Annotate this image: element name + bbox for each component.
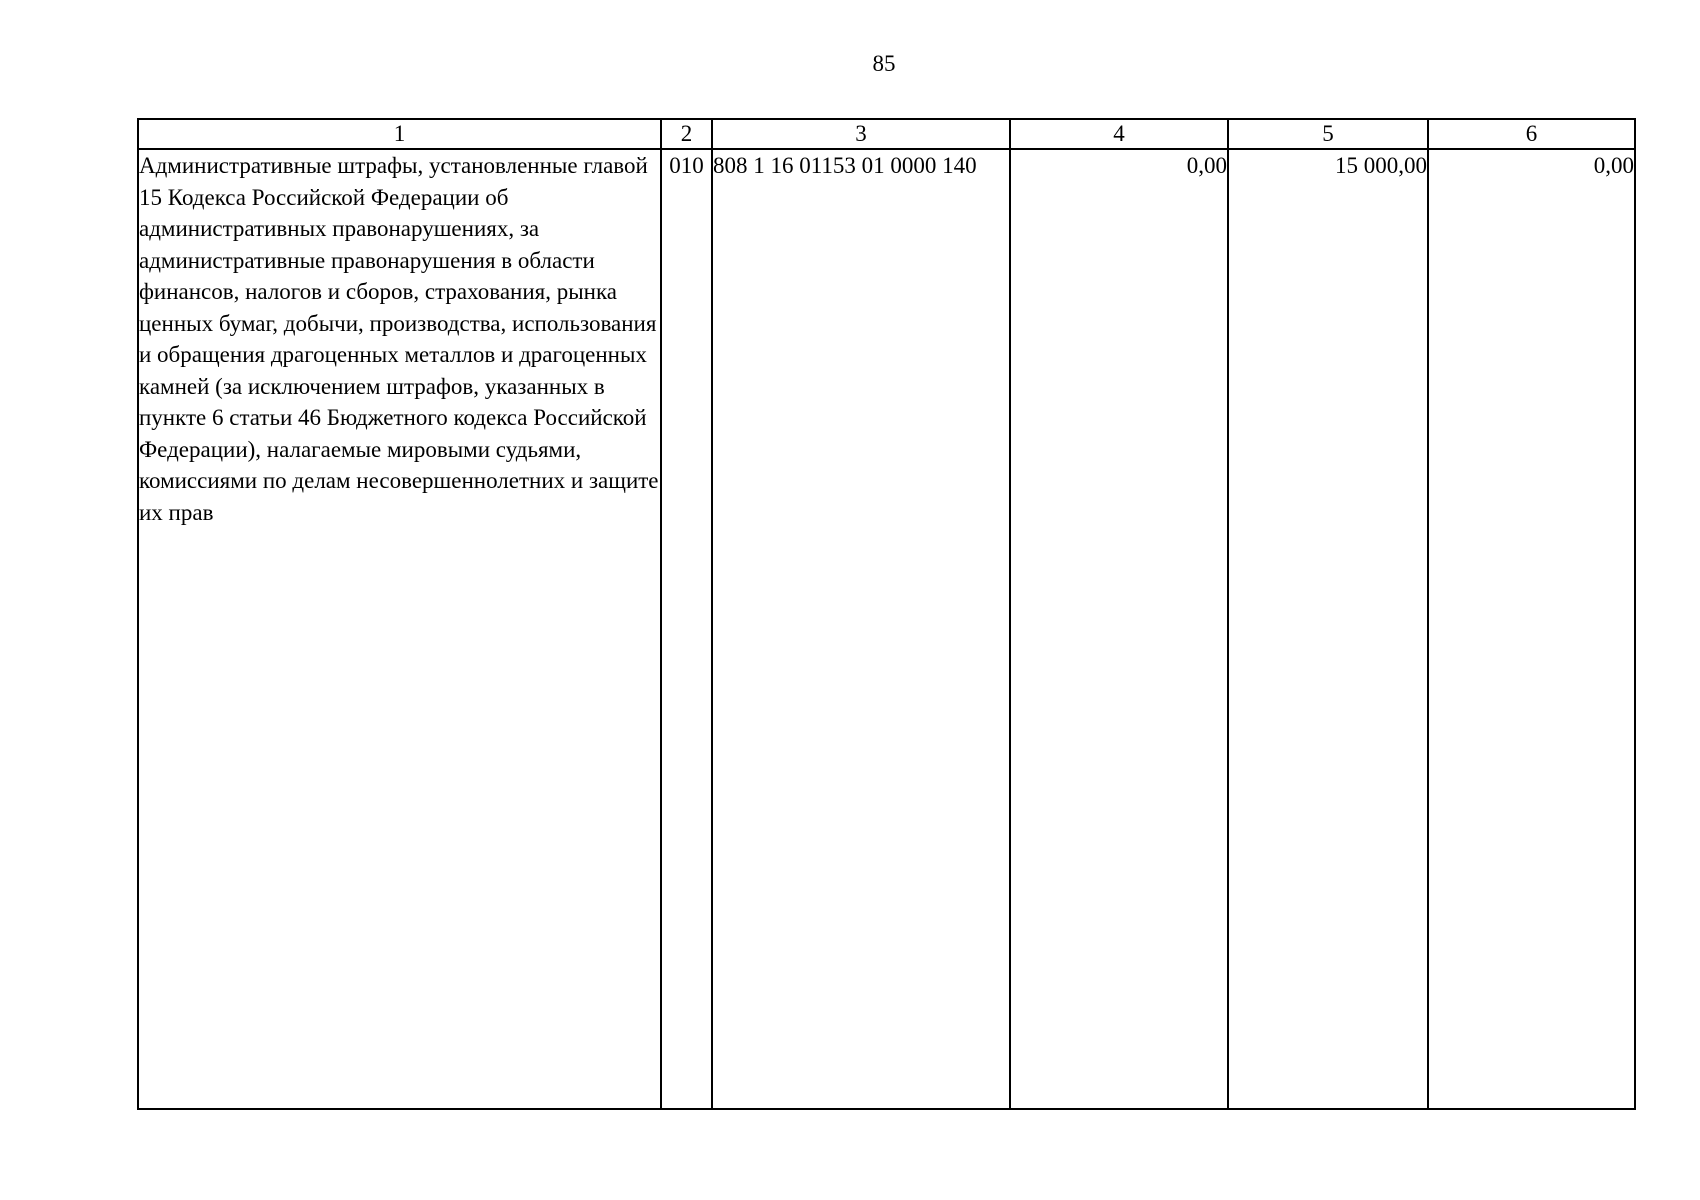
row-line-code: 010 (661, 149, 712, 1109)
column-header-6: 6 (1428, 119, 1635, 149)
column-header-5: 5 (1228, 119, 1428, 149)
row-description: Административные штрафы, установленные главой 15 Кодекса Российской Федерации об административных правонарушениях, за административные правонарушения в области финансов, налогов и сборов, страхования, рынка ценных бумаг, добычи, производства, использования и обращения драгоценных металлов и драгоценных камней (за исключением штрафов, указанных в пункте 6 статьи 46 Бюджетного кодекса Российской Федерации), налагаемые мировыми судьями, комиссиями по делам несовершеннолетних и защите их прав (138, 149, 661, 1109)
column-header-3: 3 (712, 119, 1010, 149)
table-header-row (138, 119, 1635, 149)
column-header-4: 4 (1010, 119, 1228, 149)
row-budget-code: 808 1 16 01153 01 0000 140 (712, 149, 1010, 1109)
row-value-col4: 0,00 (1010, 149, 1228, 1109)
row-value-col5: 15 000,00 (1228, 149, 1428, 1109)
column-header-2: 2 (661, 119, 712, 149)
row-value-col6: 0,00 (1428, 149, 1635, 1109)
page-number: 85 (872, 51, 896, 76)
column-header-1: 1 (138, 119, 661, 149)
budget-table (137, 118, 1636, 1110)
table-row (138, 149, 1635, 1109)
